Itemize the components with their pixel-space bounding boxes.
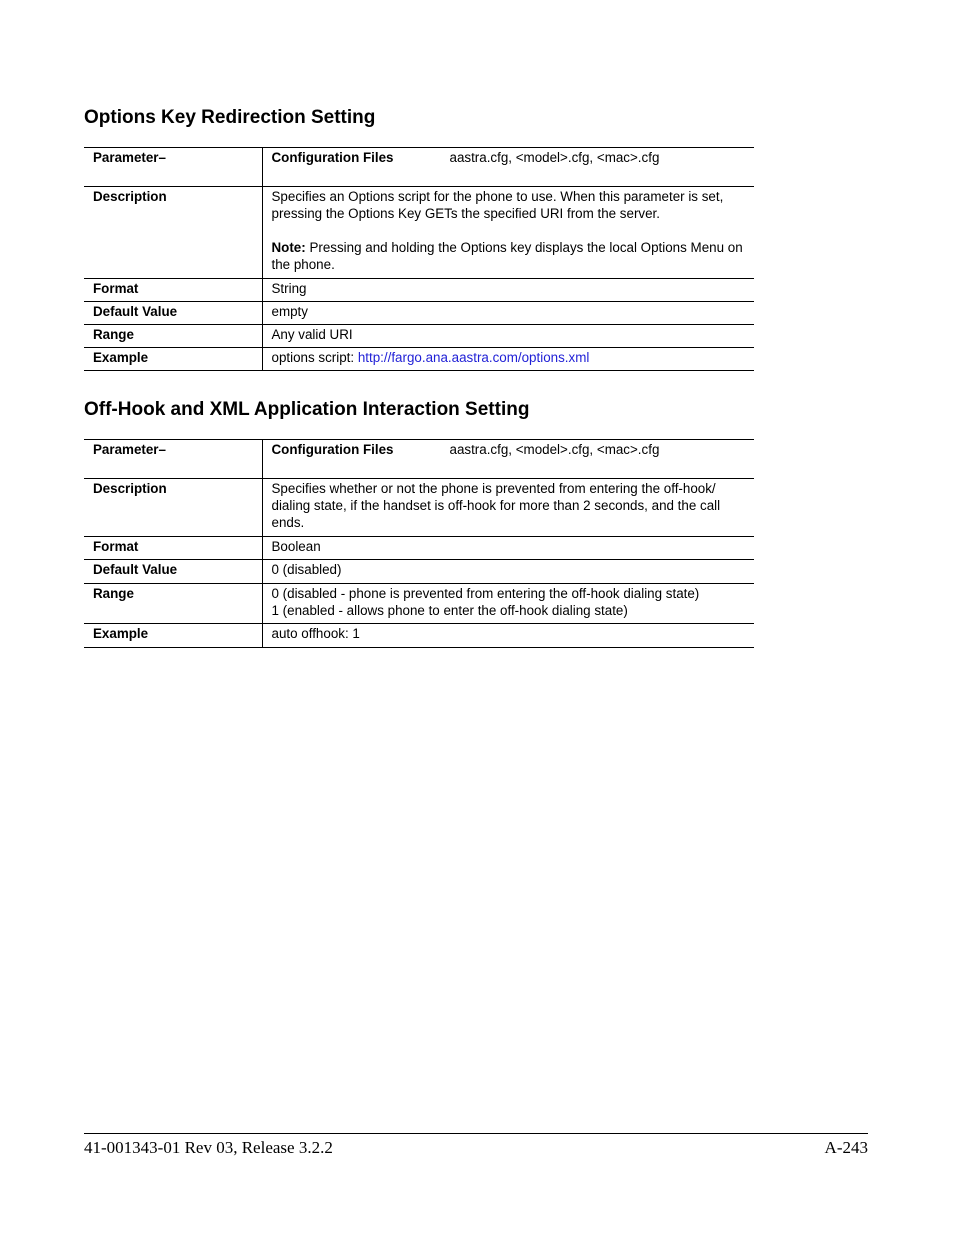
format-label: Format — [84, 279, 262, 302]
description-label: Description — [84, 479, 262, 537]
table-row — [84, 624, 754, 648]
table-row — [84, 537, 754, 560]
table-row — [84, 440, 754, 479]
description-text: Specifies an Options script for the phone to use. When this parameter is set, pressing the Options Key GETs the specified URI from the server. — [271, 189, 724, 221]
example-value: auto offhook: 1 — [271, 626, 360, 641]
table-row — [84, 479, 754, 537]
example-link[interactable]: http://fargo.ana.aastra.com/options.xml — [357, 350, 590, 365]
description-label: Description — [84, 187, 262, 279]
default-value: 0 (disabled) — [271, 562, 342, 577]
config-files-label: Configuration Files — [271, 442, 394, 457]
example-label: Example — [84, 624, 262, 648]
off-hook-xml-section — [84, 398, 754, 648]
range-line-2: 1 (enabled - allows phone to enter the off-hook dialing state) — [271, 603, 628, 618]
table-row — [84, 302, 754, 325]
note-body: Pressing and holding the Options key displays the local Options Menu on the phone. — [271, 240, 743, 272]
page-number: A-243 — [824, 1138, 868, 1157]
page-footer — [84, 1138, 868, 1158]
footer-divider — [84, 1133, 868, 1134]
table-row — [84, 584, 754, 624]
config-files-label: Configuration Files — [271, 150, 394, 165]
format-value: String — [271, 281, 307, 296]
parameter-table — [84, 147, 754, 371]
table-row — [84, 560, 754, 584]
description-text: Specifies whether or not the phone is prevented from entering the off-hook/ dialing state, if the handset is off-hook for more than 2 seconds, and the call ends. — [271, 481, 721, 530]
range-line-1: 0 (disabled - phone is prevented from entering the off-hook dialing state) — [271, 586, 700, 601]
document-id: 41-001343-01 Rev 03, Release 3.2.2 — [84, 1138, 333, 1157]
format-value: Boolean — [271, 539, 321, 554]
options-key-redirection-section — [84, 106, 754, 371]
default-value-label: Default Value — [84, 560, 262, 584]
table-row — [84, 279, 754, 302]
format-label: Format — [84, 537, 262, 560]
parameter-table — [84, 439, 754, 648]
note-label: Note: — [271, 240, 306, 255]
table-row — [84, 148, 754, 187]
config-files-value: aastra.cfg, <model>.cfg, <mac>.cfg — [449, 150, 660, 165]
section-title: Options Key Redirection Setting — [84, 107, 376, 128]
example-prefix: options script: — [271, 350, 358, 365]
range-label: Range — [84, 584, 262, 624]
note-text — [272, 239, 755, 273]
default-value-label: Default Value — [84, 302, 262, 325]
range-label: Range — [84, 325, 262, 348]
table-row — [84, 325, 754, 348]
parameter-label: Parameter– — [84, 148, 262, 187]
example-label: Example — [84, 348, 262, 371]
config-files-value: aastra.cfg, <model>.cfg, <mac>.cfg — [449, 442, 660, 457]
table-row — [84, 187, 754, 279]
parameter-label: Parameter– — [84, 440, 262, 479]
range-value: Any valid URI — [271, 327, 353, 342]
section-title: Off-Hook and XML Application Interaction Setting — [84, 399, 530, 420]
table-row — [84, 348, 754, 371]
default-value: empty — [271, 304, 308, 319]
